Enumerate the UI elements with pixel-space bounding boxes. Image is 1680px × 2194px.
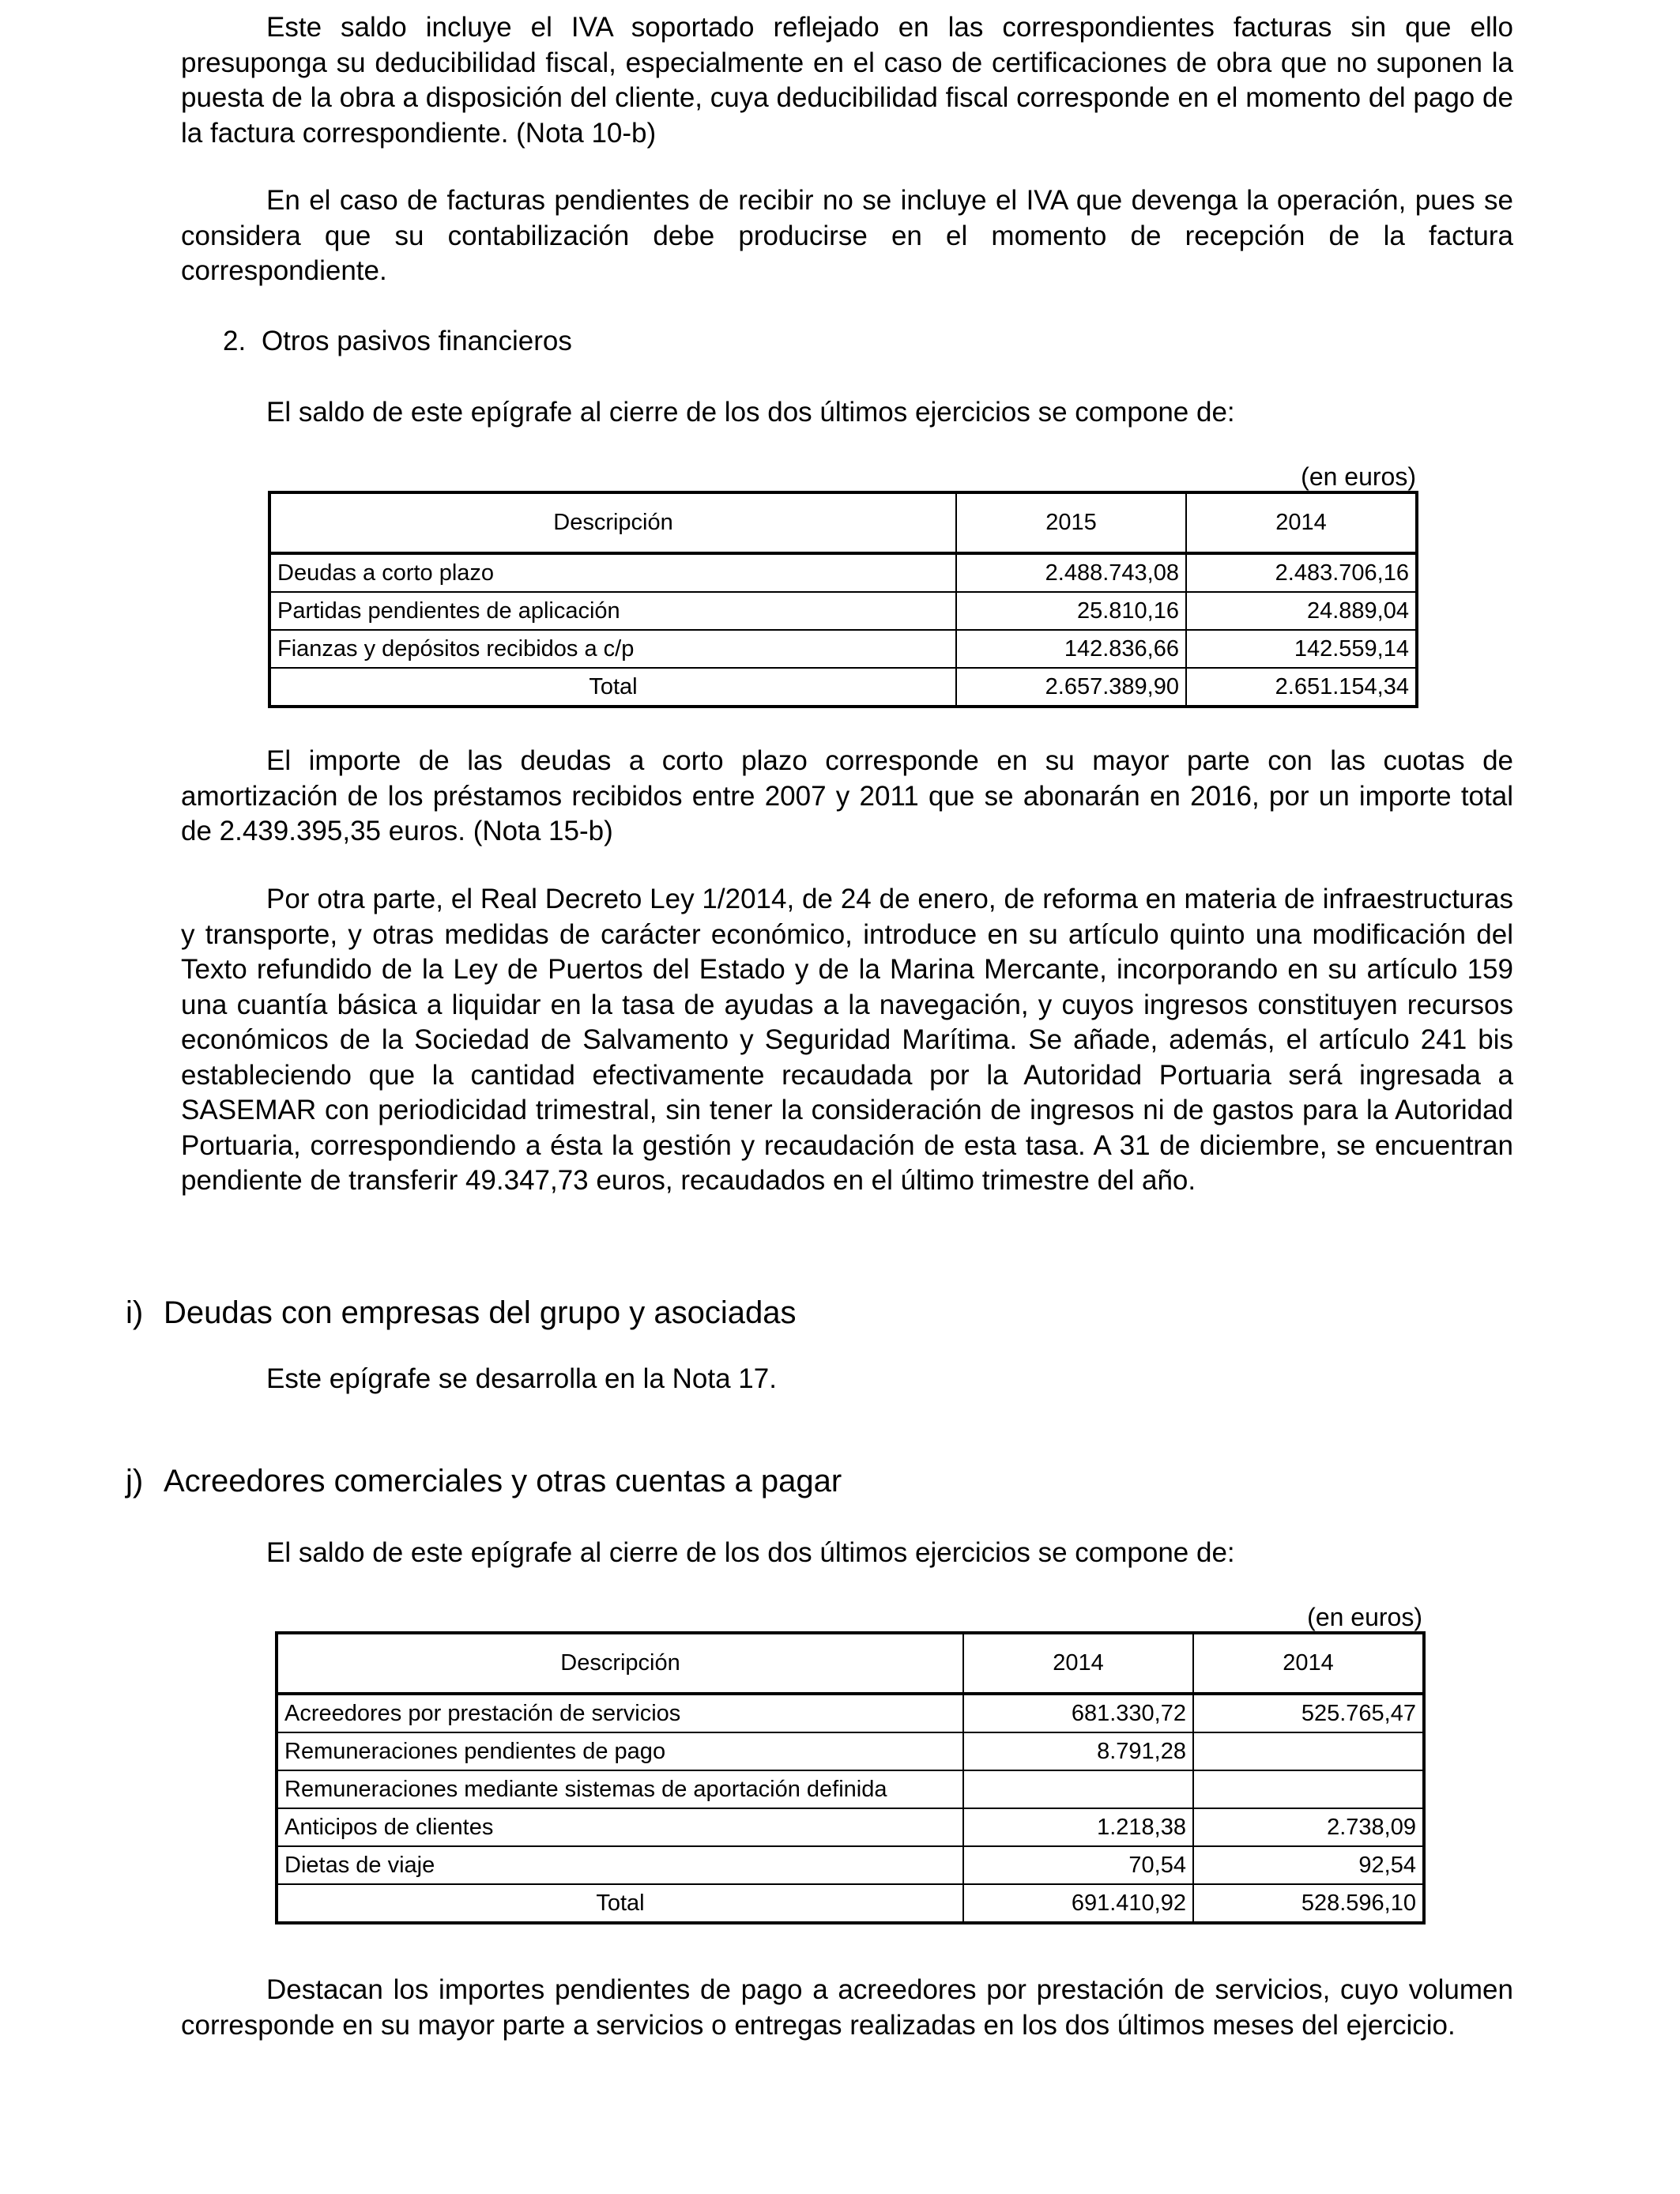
- table-row: [269, 592, 1417, 630]
- table2-cell-value: 681.330,72: [963, 1694, 1193, 1732]
- acreedores-table: [275, 1631, 1426, 1924]
- table-row: [277, 1694, 1424, 1732]
- table1-header-descripcion: Descripción: [269, 492, 956, 553]
- table2-cell-desc: Remuneraciones pendientes de pago: [277, 1732, 963, 1770]
- section-i-text: Este epígrafe se desarrolla en la Nota 17.: [266, 1363, 777, 1394]
- table1-cell-value: 25.810,16: [956, 592, 1186, 630]
- table2-cell-value: [1193, 1770, 1424, 1808]
- table2-header-descripcion: Descripción: [277, 1633, 963, 1694]
- subsection-title: Otros pasivos financieros: [261, 326, 572, 356]
- table2-unit-label: (en euros): [1307, 1603, 1422, 1631]
- table1-cell-desc: Deudas a corto plazo: [269, 553, 956, 592]
- table2-intro: El saldo de este epígrafe al cierre de los dos últimos ejercicios se compone de:: [266, 1537, 1235, 1568]
- table2-cell-value: [1193, 1732, 1424, 1770]
- section-i-label: i): [126, 1295, 144, 1330]
- table1-unit-label: (en euros): [1301, 462, 1416, 491]
- table-row: [277, 1770, 1424, 1808]
- table1-total-value: 2.657.389,90: [956, 668, 1186, 707]
- table-row: [269, 553, 1417, 592]
- paragraph-facturas-pendientes: En el caso de facturas pendientes de recibir no se incluye el IVA que devenga la operación, pues se considera que su contabilización debe producirse en el momento de recepción de la factura correspondiente.: [181, 185, 1513, 286]
- paragraph-real-decreto: Por otra parte, el Real Decreto Ley 1/2014, de 24 de enero, de reforma en materia de infraestructuras y transporte, y otras medidas de carácter económico, introduce en su artículo quinto una modificación del Texto refundido de la Ley de Puertos del Estado y de la Marina Mercante, incorporando en su artículo 159 una cuantía básica a liquidar en la tasa de ayudas a la navegación, y cuyos ingresos constituyen recursos económicos de la Sociedad de Salvamento y Seguridad Marítima. Se añade, además, el artículo 241 bis estableciendo que la cantidad efectivamente recaudada por la Autoridad Portuaria será ingresada a SASEMAR con periodicidad trimestral, sin tener la consideración de ingresos ni de gastos para la Autoridad Portuaria, correspondiendo a ésta la gestión y recaudación de esta tasa. A 31 de diciembre, se encuentran pendiente de transferir 49.347,73 euros, recaudados en el último trimestre del año.: [181, 884, 1513, 1196]
- paragraph-iva-soportado: Este saldo incluye el IVA soportado reflejado en las correspondientes facturas sin que ello presuponga su deducibilidad fiscal, especialmente en el caso de certificaciones de obra que no suponen la puesta de la obra a disposición del cliente, cuya deducibilidad fiscal corresponde en el momento del pago de la factura correspondiente. (Nota 10-b): [181, 12, 1513, 149]
- table1-intro: El saldo de este epígrafe al cierre de los dos últimos ejercicios se compone de:: [266, 397, 1235, 428]
- section-j-label: j): [126, 1464, 144, 1498]
- table2-cell-value: 92,54: [1193, 1846, 1424, 1884]
- table2-cell-desc: Anticipos de clientes: [277, 1808, 963, 1846]
- table1-total-label: Total: [269, 668, 956, 707]
- table2-cell-value: 2.738,09: [1193, 1808, 1424, 1846]
- table1-header-year-2: 2014: [1186, 492, 1417, 553]
- table1-header-year-1: 2015: [956, 492, 1186, 553]
- table1-cell-value: 2.483.706,16: [1186, 553, 1417, 592]
- table2-cell-value: 525.765,47: [1193, 1694, 1424, 1732]
- subsection-number: 2.: [223, 326, 247, 356]
- paragraph-deudas-corto-plazo: El importe de las deudas a corto plazo corresponde en su mayor parte con las cuotas de amortización de los préstamos recibidos entre 2007 y 2011 que se abonarán en 2016, por un importe total de 2.439.395,35 euros. (Nota 15-b): [181, 745, 1513, 846]
- table1-cell-value: 24.889,04: [1186, 592, 1417, 630]
- table1-total-row: [269, 668, 1417, 707]
- table2-cell-desc: Dietas de viaje: [277, 1846, 963, 1884]
- table-row: [277, 1846, 1424, 1884]
- table2-header-year-2: 2014: [1193, 1633, 1424, 1694]
- table2-header-row: [277, 1633, 1424, 1694]
- table2-cell-value: 70,54: [963, 1846, 1193, 1884]
- paragraph-destacan: Destacan los importes pendientes de pago a acreedores por prestación de servicios, cuyo volumen corresponde en su mayor parte a servicios o entregas realizadas en los dos últimos meses del ejercicio.: [181, 1974, 1513, 2041]
- section-i-title: Deudas con empresas del grupo y asociadas: [164, 1295, 797, 1330]
- table2-cell-desc: Remuneraciones mediante sistemas de aportación definida: [277, 1770, 963, 1808]
- table2-cell-value: 1.218,38: [963, 1808, 1193, 1846]
- subsection-heading-otros-pasivos: [223, 324, 572, 359]
- otros-pasivos-table: [268, 491, 1418, 708]
- table1-header-row: [269, 492, 1417, 553]
- table1-cell-desc: Partidas pendientes de aplicación: [269, 592, 956, 630]
- table1-total-value: 2.651.154,34: [1186, 668, 1417, 707]
- table1-cell-value: 142.836,66: [956, 630, 1186, 668]
- section-heading-j: [126, 1461, 842, 1501]
- table1-cell-value: 142.559,14: [1186, 630, 1417, 668]
- section-j-title: Acreedores comerciales y otras cuentas a pagar: [164, 1464, 842, 1498]
- table-row: [277, 1808, 1424, 1846]
- table2-total-row: [277, 1884, 1424, 1923]
- table2-total-label: Total: [277, 1884, 963, 1923]
- section-heading-i: [126, 1293, 796, 1333]
- table1-cell-value: 2.488.743,08: [956, 553, 1186, 592]
- table-row: [269, 630, 1417, 668]
- table2-header-year-1: 2014: [963, 1633, 1193, 1694]
- table1-cell-desc: Fianzas y depósitos recibidos a c/p: [269, 630, 956, 668]
- table2-total-value: 691.410,92: [963, 1884, 1193, 1923]
- table-row: [277, 1732, 1424, 1770]
- table2-cell-value: [963, 1770, 1193, 1808]
- table2-total-value: 528.596,10: [1193, 1884, 1424, 1923]
- table2-cell-desc: Acreedores por prestación de servicios: [277, 1694, 963, 1732]
- table2-cell-value: 8.791,28: [963, 1732, 1193, 1770]
